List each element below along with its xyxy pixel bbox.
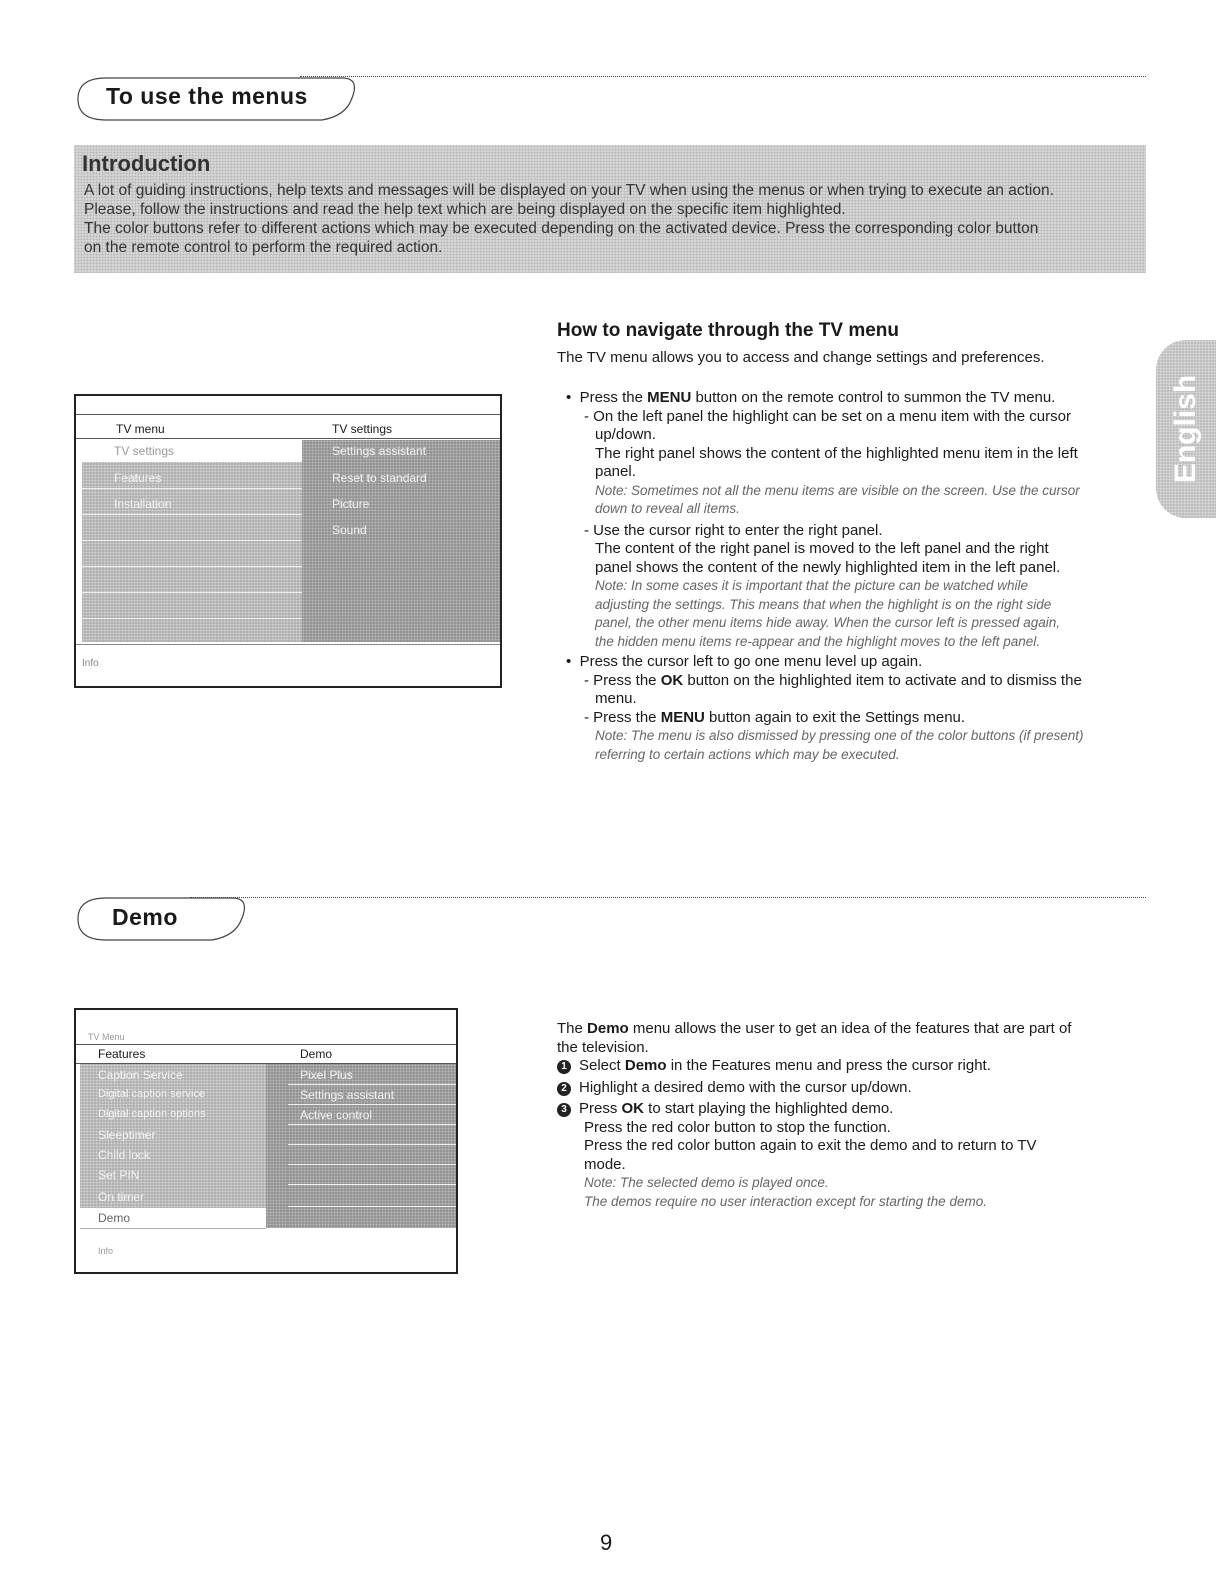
menu-row-divider (82, 488, 302, 489)
demo-step: 3 Press OK to start playing the highlighted demo. (557, 1100, 1147, 1119)
intro-line: on the remote control to perform the required action. (84, 239, 443, 256)
tv-left-item: Features (114, 471, 162, 485)
introduction-heading: Introduction (82, 151, 211, 176)
divider (76, 1044, 456, 1045)
sub-item: - Press the OK button on the highlighted item to activate and to dismiss the menu. - Press the MENU button again to exit the Settings menu. Note: The menu is also dismissed by pressing one of the color buttons (if present) referring to certain actions which may be executed. (566, 672, 1146, 765)
tv-left-header: Features (98, 1047, 146, 1061)
tv-menu-screenshot (74, 394, 502, 688)
menu-row-divider (82, 514, 302, 515)
tv-footer: Info (82, 658, 99, 669)
tv-left-item: Installation (114, 497, 172, 511)
note: Note: In some cases it is important that the picture can be watched while (595, 578, 1028, 593)
menu-row-divider (288, 1104, 456, 1105)
note: Note: The selected demo is played once. (584, 1175, 829, 1190)
navigate-heading: How to navigate through the TV menu (557, 320, 899, 341)
tv-right-item: Reset to standard (332, 471, 427, 485)
demo-description: The Demo menu allows the user to get an idea of the features that are part of the television. 1 Select Demo in the Features menu and press the cursor right. 2 Highlight a desired demo with the cursor up/down. 3 Press OK to start playing the highlighted demo. Press the red color button to stop the function. Press the red color button again to exit the demo and to return to TV mode. Note: The selected demo is played once. The demos require no user interaction except for starting the demo. (557, 1020, 1147, 1211)
tv-scrollbar (266, 1064, 288, 1228)
menu-row-divider (288, 1144, 456, 1145)
demo-menu-screenshot (74, 1008, 458, 1274)
navigate-subtitle: The TV menu allows you to access and change settings and preferences. (557, 349, 1045, 366)
tv-right-item: Active control (300, 1108, 373, 1122)
intro-line: Please, follow the instructions and read the help text which are being displayed on the specific item highlighted. (84, 201, 846, 218)
menu-row-divider (288, 1164, 456, 1165)
tv-left-item: TV settings (114, 444, 175, 458)
divider (76, 438, 500, 439)
tv-right-header: TV settings (332, 422, 393, 436)
note: Note: Sometimes not all the menu items are visible on the screen. Use the cursor (595, 482, 1080, 498)
bullet-item: • Press the cursor left to go one menu level up again. (566, 653, 923, 670)
sub-item: - On the left panel the highlight can be set on a menu item with the cursor up/down. The right panel shows the content of the highlighted menu item in the left panel. Note: Sometimes not all the menu items are visible on the screen. Use the cursor down to reveal all items. - Use the cursor right to enter the right panel. The content of the right panel is moved to the left panel and the right panel shows the content of the newly highlighted item in the left panel. Note: In some cases it is important that the picture can be watched while adjusting the settings. This means that when the highlight is on the right side panel, the other menu items hide away. When the cursor left is pressed again, the hidden menu items re-appear and the highlight moves to the left panel. (566, 408, 1146, 652)
demo-step: 1 Select Demo in the Features menu and press the cursor right. (557, 1057, 1147, 1076)
tv-right-item: Settings assistant (300, 1088, 395, 1102)
intro-line: A lot of guiding instructions, help texts and messages will be displayed on your TV when using the menus or when trying to execute an action. (84, 182, 1054, 199)
divider (76, 644, 500, 645)
introduction-box (74, 145, 1146, 273)
menu-row-divider (288, 1184, 456, 1185)
section-title: Demo (112, 904, 178, 930)
language-tab-label: English (1169, 374, 1202, 484)
tv-right-header: Demo (300, 1047, 333, 1061)
menu-row-divider (288, 1084, 456, 1085)
language-tab (1156, 340, 1216, 518)
menu-row-divider (82, 592, 302, 593)
tv-left-header: TV menu (116, 422, 165, 436)
demo-step: 2 Highlight a desired demo with the cursor up/down. (557, 1079, 1147, 1098)
divider (76, 414, 500, 415)
menu-row-divider (288, 1124, 456, 1125)
tv-left-item: Digital caption service (98, 1088, 205, 1100)
tv-right-item: Pixel Plus (300, 1068, 353, 1082)
tv-left-item: Caption Service (98, 1068, 183, 1082)
note: Note: The menu is also dismissed by pressing one of the color buttons (if present) (595, 728, 1084, 743)
section-rule (190, 897, 1146, 898)
tv-right-item: Settings assistant (332, 444, 427, 458)
navigate-instructions (566, 389, 1146, 764)
tv-top-label: TV Menu (88, 1032, 125, 1042)
menu-row-divider (82, 540, 302, 541)
section-rule (300, 76, 1146, 77)
tv-left-item: Child lock (98, 1148, 151, 1162)
tv-left-item: On timer (98, 1190, 145, 1204)
tv-right-item: Sound (332, 523, 367, 537)
menu-row-divider (288, 1206, 456, 1207)
section-title: To use the menus (106, 83, 308, 109)
tv-footer: Info (98, 1246, 114, 1256)
menu-row-divider (82, 566, 302, 567)
tv-right-item: Picture (332, 497, 370, 511)
tv-left-item: Sleeptimer (98, 1128, 156, 1142)
page-number: 9 (600, 1530, 613, 1555)
tv-left-item: Digital caption options (98, 1108, 206, 1120)
introduction-text (84, 181, 1144, 257)
menu-row-divider (82, 618, 302, 619)
tv-left-item: Demo (98, 1211, 131, 1225)
intro-line: The color buttons refer to different actions which may be executed depending on the activated device. Press the corresponding color button (84, 220, 1039, 237)
tv-left-item: Set PIN (98, 1168, 140, 1182)
bullet-item: • Press the MENU button on the remote control to summon the TV menu. (566, 389, 1056, 406)
